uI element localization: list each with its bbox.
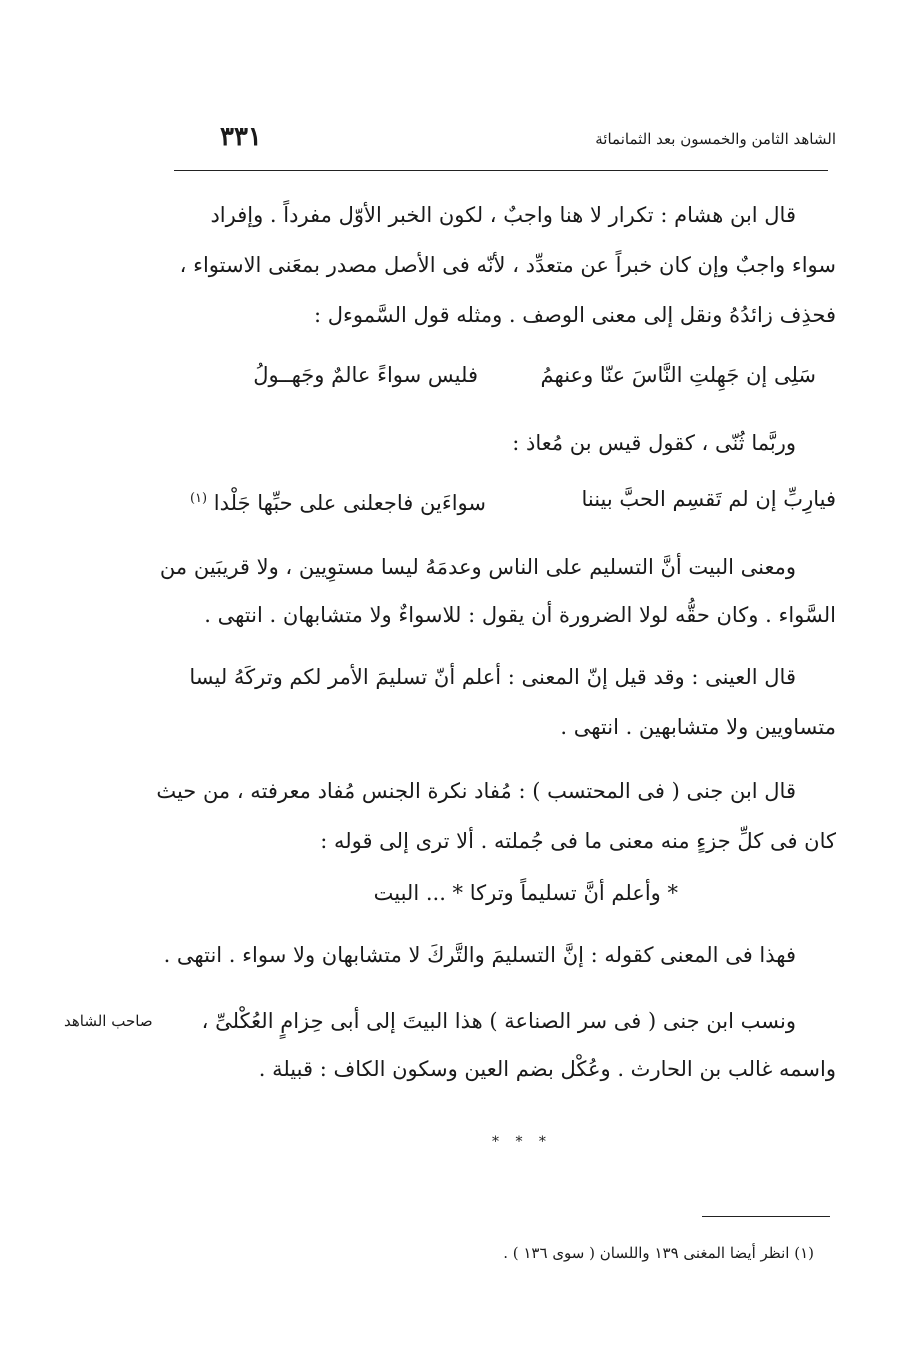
margin-note: صاحب الشاهد xyxy=(64,1012,153,1030)
text-line-1: قال ابن هشام : تكرار لا هنا واجبٌ ، لكون الخبر الأوّل مفرداً . وإفراد xyxy=(210,203,796,227)
footnote-rule xyxy=(702,1216,830,1217)
section-divider: * * * xyxy=(492,1134,552,1150)
page-number: ٣٣١ xyxy=(220,122,262,152)
verse-2-second-hemistich xyxy=(190,484,486,518)
text-line-after-verse-1: وربَّما ثُنّى ، كقول قيس بن مُعاذ : xyxy=(512,431,796,455)
verse-1-second-hemistich: فليس سواءً عالمٌ وجَهــولُ xyxy=(253,363,478,387)
footnote: (١) انظر أيضا المغنى ١٣٩ واللسان ( سوى ١٣٦ ) . xyxy=(503,1244,814,1262)
verse-2-second-text: سواءَين فاجعلنى على حبِّها جَلْدا xyxy=(213,491,486,515)
running-header-title: الشاهد الثامن والخمسون بعد الثمانمائة xyxy=(595,130,836,148)
para-3-line-2: متساويين ولا متشابهين . انتهى . xyxy=(560,715,836,739)
quoted-verse-line: * وأعلم أنَّ تسليماً وتركا * ... البيت xyxy=(373,881,678,905)
footnote-mark: (١) xyxy=(189,491,208,506)
para-4-line-2: كان فى كلِّ جزءٍ منه معنى ما فى جُملته . ألا ترى إلى قوله : xyxy=(320,829,836,853)
para-2-line-2: السَّواء . وكان حقُّه لولا الضرورة أن يقول : للاسواءٌ ولا متشابهان . انتهى . xyxy=(204,603,836,627)
para-6-line-1: ونسب ابن جنى ( فى سر الصناعة ) هذا البيتَ إلى أبى حِزامٍ العُكْلىِّ ، xyxy=(201,1009,796,1033)
para-5-line: فهذا فى المعنى كقوله : إنَّ التسليمَ والتَّركَ لا متشابهان ولا سواء . انتهى . xyxy=(163,943,796,967)
text-line-3: فحذِف زائدُهُ ونقل إلى معنى الوصف . ومثله قول السَّموءل : xyxy=(313,303,836,327)
para-4-line-1: قال ابن جنى ( فى المحتسب ) : مُفاد نكرة الجنس مُفاد معرفته ، من حيث xyxy=(156,779,796,803)
header-rule xyxy=(174,170,828,171)
verse-2-first-hemistich: فيارِبِّ إن لم تَقسِم الحبَّ بيننا xyxy=(581,487,836,511)
para-6-line-2: واسمه غالب بن الحارث . وعُكْل بضم العين وسكون الكاف : قبيلة . xyxy=(258,1057,836,1081)
para-3-line-1: قال العينى : وقد قيل إنّ المعنى : أعلم أنّ تسليمَ الأمر لكم وتركَهُ ليسا xyxy=(189,665,796,689)
para-2-line-1: ومعنى البيت أنَّ التسليم على الناس وعدمَهُ ليسا مستوِيين ، ولا قريبَين من xyxy=(159,555,796,579)
verse-1-first-hemistich: سَلِى إن جَهِلتِ النَّاسَ عنّا وعنهمُ xyxy=(540,363,816,387)
text-line-2: سواء واجبٌ وإن كان خبراً عن متعدِّد ، لأنّه فى الأصل مصدر بمعَنى الاستواء ، xyxy=(179,253,836,277)
